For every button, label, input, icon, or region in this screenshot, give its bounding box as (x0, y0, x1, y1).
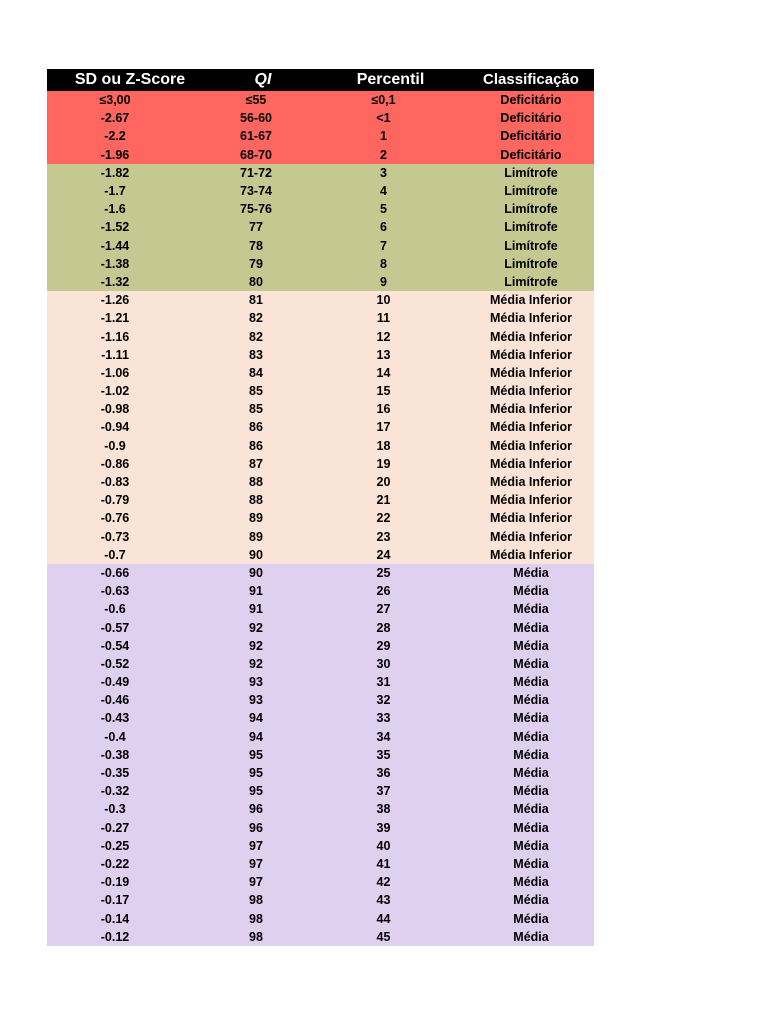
qi-cell: 97 (213, 837, 313, 855)
classificacao-cell: Média (468, 873, 594, 891)
percentil-cell: 15 (313, 382, 468, 400)
table-row (47, 546, 594, 564)
table-row (47, 346, 594, 364)
percentil-cell: 31 (313, 673, 468, 691)
table-row (47, 582, 594, 600)
zscore-cell: -0.19 (47, 873, 213, 891)
classificacao-cell: Limítrofe (468, 164, 594, 182)
percentil-cell: 1 (313, 127, 468, 145)
percentil-cell: 19 (313, 455, 468, 473)
qi-cell: 83 (213, 346, 313, 364)
zscore-cell: -0.3 (47, 800, 213, 818)
percentil-cell: ≤0,1 (313, 91, 468, 109)
zscore-cell: -2.2 (47, 127, 213, 145)
qi-cell: ≤55 (213, 91, 313, 109)
classificacao-cell: Média (468, 746, 594, 764)
qi-cell: 85 (213, 400, 313, 418)
classificacao-cell: Deficitário (468, 109, 594, 127)
percentil-cell: 5 (313, 200, 468, 218)
table-row (47, 600, 594, 618)
table-row (47, 800, 594, 818)
table-row (47, 255, 594, 273)
zscore-cell: ≤3,00 (47, 91, 213, 109)
qi-cell: 86 (213, 437, 313, 455)
table-row (47, 618, 594, 636)
percentil-cell: 9 (313, 273, 468, 291)
table-row (47, 837, 594, 855)
table-row (47, 637, 594, 655)
classificacao-cell: Média Inferior (468, 418, 594, 436)
classificacao-cell: Média (468, 655, 594, 673)
table-row (47, 509, 594, 527)
zscore-cell: -1.26 (47, 291, 213, 309)
classificacao-cell: Limítrofe (468, 218, 594, 236)
qi-cell: 93 (213, 673, 313, 691)
classificacao-cell: Limítrofe (468, 237, 594, 255)
table-row (47, 364, 594, 382)
qi-cell: 86 (213, 418, 313, 436)
qi-cell: 80 (213, 273, 313, 291)
zscore-cell: -0.9 (47, 437, 213, 455)
table-row (47, 819, 594, 837)
classificacao-cell: Deficitário (468, 127, 594, 145)
header-zscore: SD ou Z-Score (47, 69, 213, 91)
percentil-cell: 3 (313, 164, 468, 182)
classificacao-cell: Média (468, 709, 594, 727)
zscore-cell: -0.6 (47, 600, 213, 618)
zscore-cell: -1.82 (47, 164, 213, 182)
qi-cell: 73-74 (213, 182, 313, 200)
classificacao-cell: Média (468, 800, 594, 818)
table-row (47, 91, 594, 109)
qi-cell: 84 (213, 364, 313, 382)
table-row (47, 164, 594, 182)
zscore-cell: -0.17 (47, 891, 213, 909)
zscore-cell: -0.57 (47, 618, 213, 636)
table-row (47, 400, 594, 418)
classificacao-cell: Média Inferior (468, 546, 594, 564)
table-row (47, 909, 594, 927)
zscore-cell: -0.38 (47, 746, 213, 764)
zscore-cell: -1.32 (47, 273, 213, 291)
table-row (47, 728, 594, 746)
percentil-cell: <1 (313, 109, 468, 127)
qi-cell: 90 (213, 546, 313, 564)
classificacao-cell: Média (468, 819, 594, 837)
zscore-cell: -0.25 (47, 837, 213, 855)
percentil-cell: 34 (313, 728, 468, 746)
percentil-cell: 22 (313, 509, 468, 527)
percentil-cell: 27 (313, 600, 468, 618)
qi-cell: 89 (213, 528, 313, 546)
zscore-cell: -1.06 (47, 364, 213, 382)
table-row (47, 182, 594, 200)
classificacao-cell: Média Inferior (468, 437, 594, 455)
qi-cell: 91 (213, 582, 313, 600)
table-row (47, 691, 594, 709)
classificacao-cell: Média (468, 928, 594, 946)
table-row (47, 891, 594, 909)
zscore-cell: -0.12 (47, 928, 213, 946)
percentil-cell: 36 (313, 764, 468, 782)
qi-cell: 89 (213, 509, 313, 527)
qi-cell: 85 (213, 382, 313, 400)
qi-cell: 94 (213, 728, 313, 746)
qi-cell: 78 (213, 237, 313, 255)
percentil-cell: 21 (313, 491, 468, 509)
classificacao-cell: Limítrofe (468, 273, 594, 291)
header-percentil: Percentil (313, 69, 468, 91)
classificacao-cell: Média Inferior (468, 400, 594, 418)
classificacao-cell: Média Inferior (468, 346, 594, 364)
percentil-cell: 38 (313, 800, 468, 818)
table-row (47, 218, 594, 236)
classificacao-cell: Média (468, 891, 594, 909)
classificacao-cell: Média (468, 691, 594, 709)
percentil-cell: 37 (313, 782, 468, 800)
table-row (47, 382, 594, 400)
zscore-cell: -0.66 (47, 564, 213, 582)
classificacao-cell: Média Inferior (468, 382, 594, 400)
classificacao-cell: Média (468, 782, 594, 800)
qi-cell: 68-70 (213, 146, 313, 164)
percentil-cell: 14 (313, 364, 468, 382)
zscore-cell: -1.21 (47, 309, 213, 327)
table-row (47, 473, 594, 491)
zscore-cell: -2.67 (47, 109, 213, 127)
zscore-cell: -1.6 (47, 200, 213, 218)
table-row (47, 109, 594, 127)
zscore-cell: -1.11 (47, 346, 213, 364)
qi-cell: 61-67 (213, 127, 313, 145)
zscore-cell: -0.14 (47, 909, 213, 927)
zscore-cell: -0.86 (47, 455, 213, 473)
qi-cell: 98 (213, 909, 313, 927)
classificacao-cell: Média (468, 637, 594, 655)
qi-cell: 95 (213, 782, 313, 800)
zscore-cell: -0.7 (47, 546, 213, 564)
percentil-cell: 17 (313, 418, 468, 436)
table-row (47, 564, 594, 582)
zscore-cell: -0.76 (47, 509, 213, 527)
zscore-cell: -1.7 (47, 182, 213, 200)
percentil-cell: 2 (313, 146, 468, 164)
qi-cell: 96 (213, 800, 313, 818)
table-row (47, 709, 594, 727)
classificacao-cell: Limítrofe (468, 200, 594, 218)
zscore-cell: -1.38 (47, 255, 213, 273)
classificacao-cell: Média Inferior (468, 291, 594, 309)
table-row (47, 146, 594, 164)
table-row (47, 437, 594, 455)
qi-cell: 97 (213, 873, 313, 891)
classificacao-cell: Média Inferior (468, 473, 594, 491)
qi-cell: 96 (213, 819, 313, 837)
classificacao-cell: Deficitário (468, 91, 594, 109)
table-row (47, 655, 594, 673)
qi-cell: 92 (213, 618, 313, 636)
header-classificacao: Classificação (468, 69, 594, 91)
qi-cell: 87 (213, 455, 313, 473)
qi-cell: 56-60 (213, 109, 313, 127)
zscore-cell: -0.83 (47, 473, 213, 491)
percentil-cell: 8 (313, 255, 468, 273)
header-qi: QI (213, 69, 313, 91)
zscore-cell: -0.27 (47, 819, 213, 837)
table-row (47, 327, 594, 345)
table-row (47, 928, 594, 946)
classificacao-cell: Média (468, 582, 594, 600)
qi-cell: 82 (213, 327, 313, 345)
percentil-cell: 35 (313, 746, 468, 764)
classificacao-cell: Média (468, 909, 594, 927)
table-row (47, 764, 594, 782)
table-body (47, 91, 594, 946)
classificacao-cell: Média (468, 855, 594, 873)
table-row (47, 873, 594, 891)
zscore-cell: -0.43 (47, 709, 213, 727)
percentil-cell: 42 (313, 873, 468, 891)
percentil-cell: 28 (313, 618, 468, 636)
percentil-cell: 23 (313, 528, 468, 546)
percentil-cell: 45 (313, 928, 468, 946)
table-row (47, 273, 594, 291)
table-row (47, 291, 594, 309)
table-row (47, 782, 594, 800)
classificacao-cell: Média (468, 618, 594, 636)
percentil-cell: 44 (313, 909, 468, 927)
qi-cell: 88 (213, 473, 313, 491)
qi-cell: 79 (213, 255, 313, 273)
iq-classification-table (47, 69, 594, 946)
zscore-cell: -0.79 (47, 491, 213, 509)
zscore-cell: -0.63 (47, 582, 213, 600)
classificacao-cell: Média Inferior (468, 327, 594, 345)
percentil-cell: 29 (313, 637, 468, 655)
table-row (47, 200, 594, 218)
qi-cell: 88 (213, 491, 313, 509)
table-row (47, 418, 594, 436)
qi-cell: 95 (213, 764, 313, 782)
zscore-cell: -0.32 (47, 782, 213, 800)
classificacao-cell: Deficitário (468, 146, 594, 164)
qi-cell: 98 (213, 928, 313, 946)
classificacao-cell: Média Inferior (468, 455, 594, 473)
zscore-cell: -0.98 (47, 400, 213, 418)
table-row (47, 673, 594, 691)
table-row (47, 127, 594, 145)
zscore-cell: -0.52 (47, 655, 213, 673)
percentil-cell: 12 (313, 327, 468, 345)
classificacao-cell: Média Inferior (468, 309, 594, 327)
qi-cell: 98 (213, 891, 313, 909)
table-row (47, 528, 594, 546)
classificacao-cell: Média (468, 728, 594, 746)
percentil-cell: 30 (313, 655, 468, 673)
qi-cell: 90 (213, 564, 313, 582)
percentil-cell: 39 (313, 819, 468, 837)
table-row (47, 491, 594, 509)
zscore-cell: -0.73 (47, 528, 213, 546)
classificacao-cell: Limítrofe (468, 182, 594, 200)
percentil-cell: 41 (313, 855, 468, 873)
qi-cell: 93 (213, 691, 313, 709)
zscore-cell: -0.49 (47, 673, 213, 691)
percentil-cell: 6 (313, 218, 468, 236)
percentil-cell: 18 (313, 437, 468, 455)
zscore-cell: -0.35 (47, 764, 213, 782)
qi-cell: 94 (213, 709, 313, 727)
table-row (47, 746, 594, 764)
percentil-cell: 20 (313, 473, 468, 491)
percentil-cell: 32 (313, 691, 468, 709)
zscore-cell: -0.4 (47, 728, 213, 746)
qi-cell: 77 (213, 218, 313, 236)
classificacao-cell: Média Inferior (468, 491, 594, 509)
zscore-cell: -0.46 (47, 691, 213, 709)
qi-cell: 97 (213, 855, 313, 873)
percentil-cell: 26 (313, 582, 468, 600)
zscore-cell: -0.22 (47, 855, 213, 873)
percentil-cell: 24 (313, 546, 468, 564)
classificacao-cell: Média (468, 673, 594, 691)
zscore-cell: -0.94 (47, 418, 213, 436)
zscore-cell: -1.16 (47, 327, 213, 345)
qi-cell: 91 (213, 600, 313, 618)
classificacao-cell: Média (468, 764, 594, 782)
percentil-cell: 40 (313, 837, 468, 855)
percentil-cell: 16 (313, 400, 468, 418)
qi-cell: 82 (213, 309, 313, 327)
classificacao-cell: Média (468, 837, 594, 855)
classificacao-cell: Média Inferior (468, 364, 594, 382)
classificacao-cell: Limítrofe (468, 255, 594, 273)
zscore-cell: -1.96 (47, 146, 213, 164)
percentil-cell: 13 (313, 346, 468, 364)
qi-cell: 75-76 (213, 200, 313, 218)
qi-cell: 92 (213, 637, 313, 655)
percentil-cell: 43 (313, 891, 468, 909)
percentil-cell: 7 (313, 237, 468, 255)
zscore-cell: -1.02 (47, 382, 213, 400)
percentil-cell: 4 (313, 182, 468, 200)
percentil-cell: 10 (313, 291, 468, 309)
classificacao-cell: Média Inferior (468, 528, 594, 546)
header-row (47, 69, 594, 91)
table-row (47, 855, 594, 873)
zscore-cell: -1.44 (47, 237, 213, 255)
percentil-cell: 25 (313, 564, 468, 582)
zscore-cell: -0.54 (47, 637, 213, 655)
table-row (47, 309, 594, 327)
percentil-cell: 33 (313, 709, 468, 727)
qi-cell: 95 (213, 746, 313, 764)
qi-cell: 92 (213, 655, 313, 673)
classificacao-cell: Média (468, 600, 594, 618)
qi-cell: 81 (213, 291, 313, 309)
qi-cell: 71-72 (213, 164, 313, 182)
zscore-cell: -1.52 (47, 218, 213, 236)
classificacao-cell: Média Inferior (468, 509, 594, 527)
table-row (47, 455, 594, 473)
percentil-cell: 11 (313, 309, 468, 327)
classificacao-cell: Média (468, 564, 594, 582)
table-row (47, 237, 594, 255)
